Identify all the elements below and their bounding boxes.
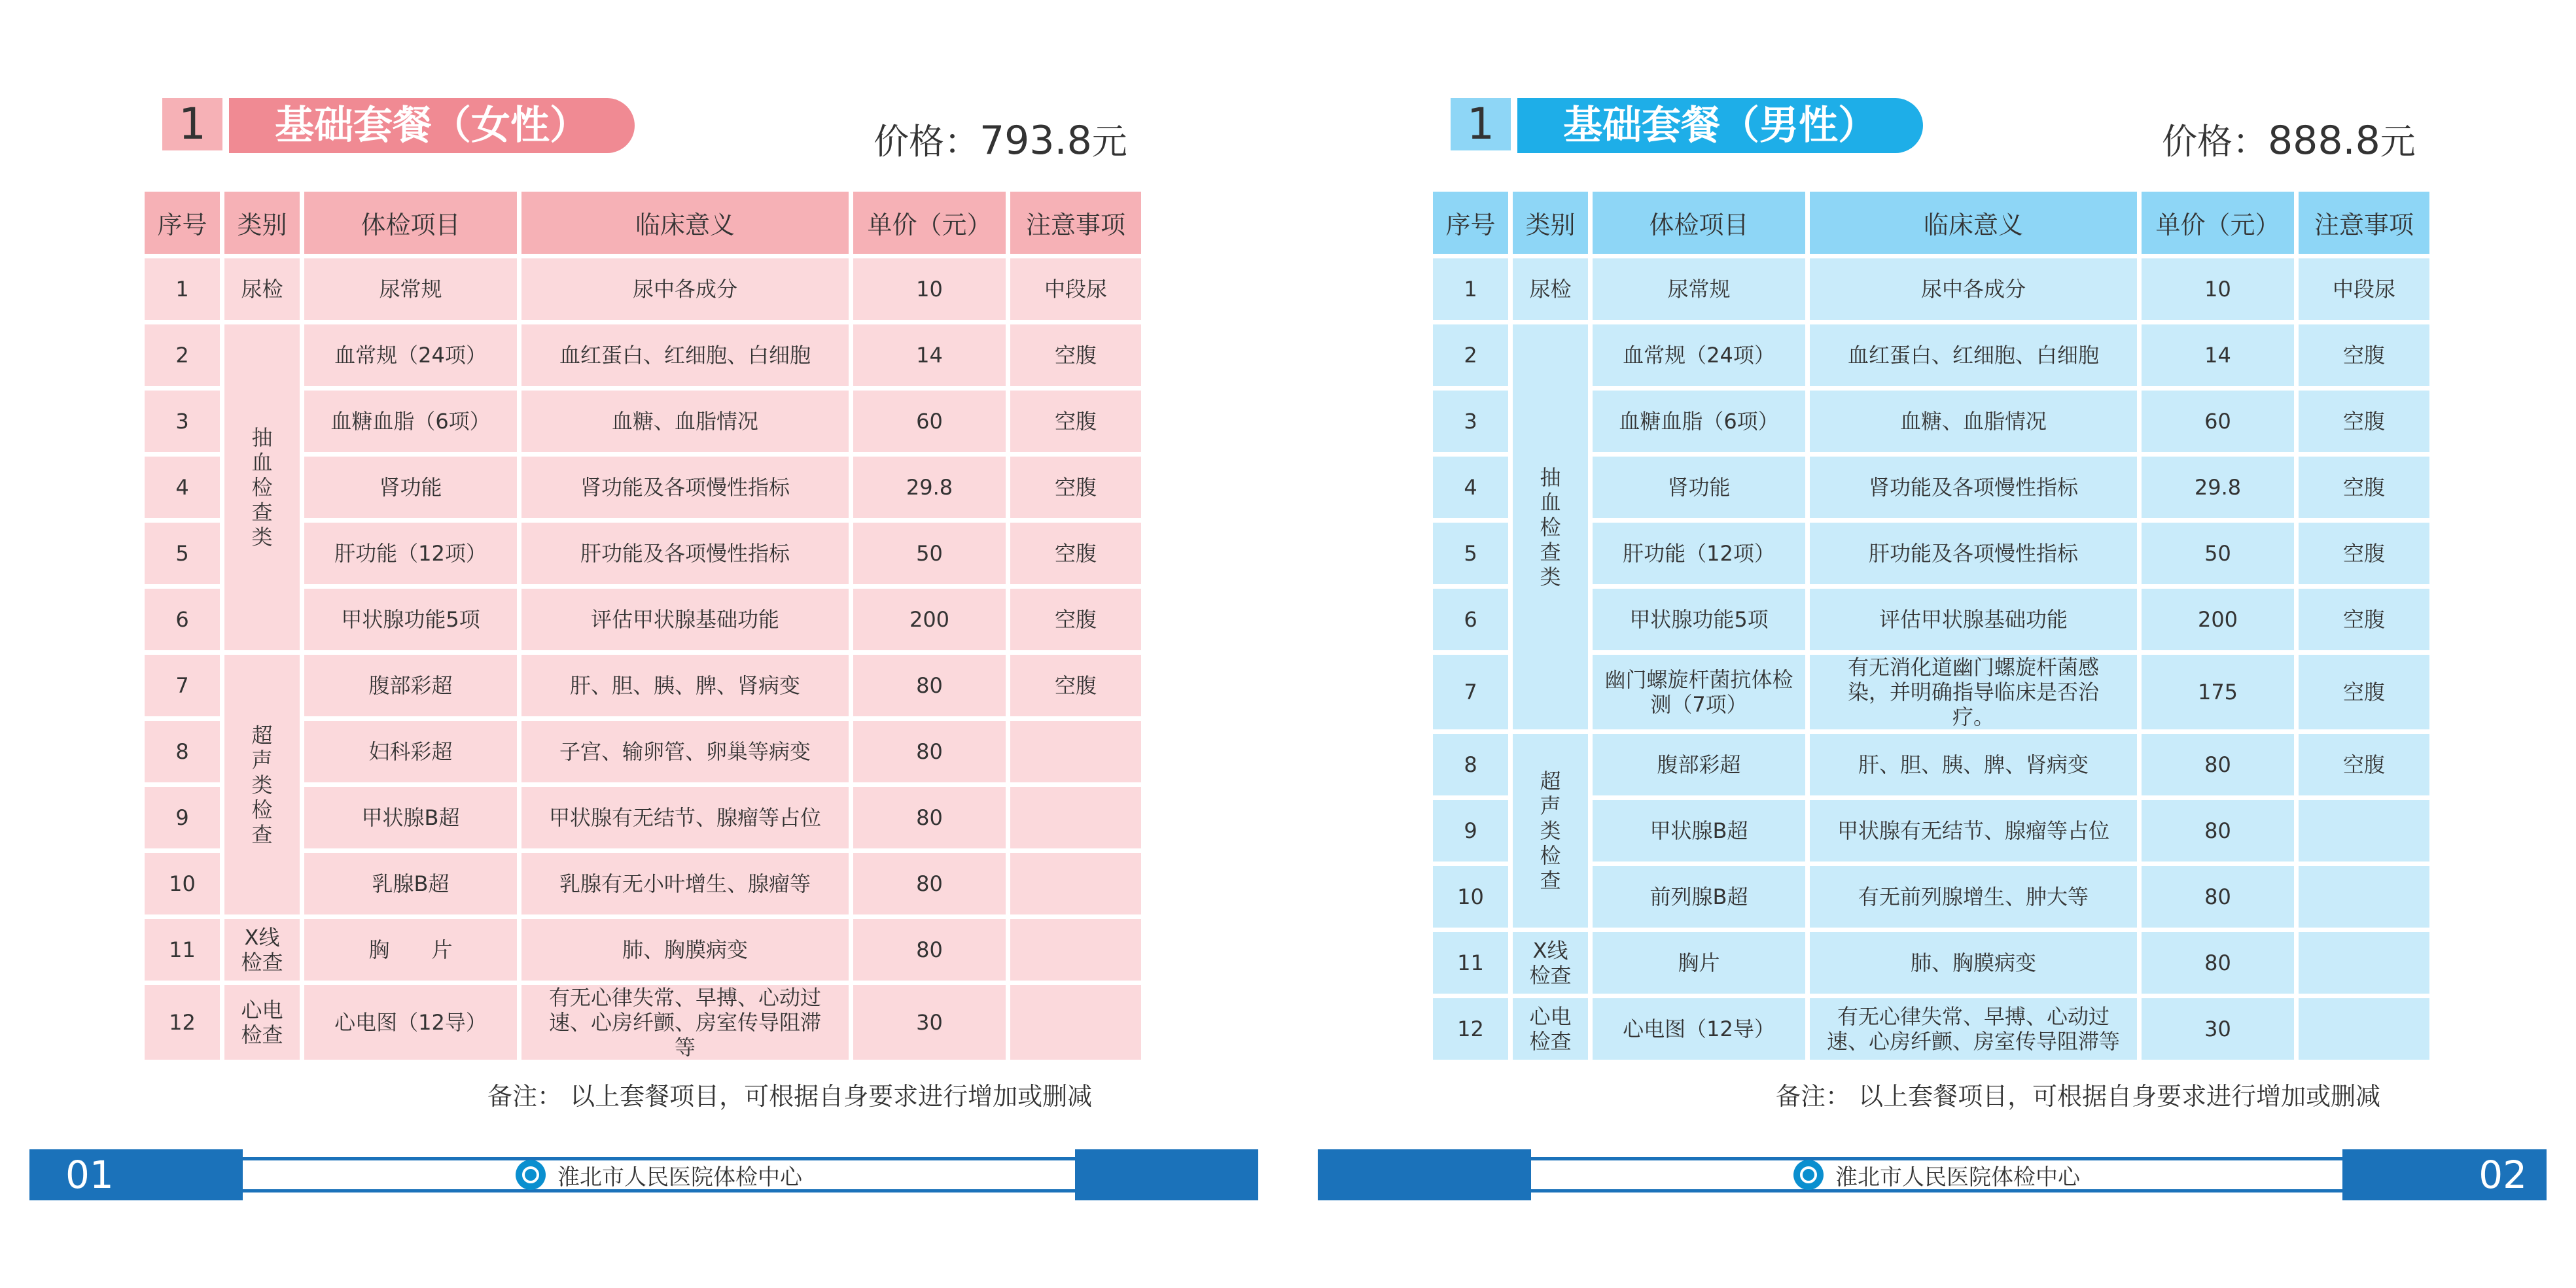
row-meaning: 血红蛋白、红细胞、白细胞 — [1810, 324, 2137, 386]
row-meaning: 甲状腺有无结节、腺瘤等占位 — [521, 787, 849, 848]
header-note: 注意事项 — [1010, 192, 1141, 254]
row-price: 30 — [2142, 998, 2294, 1060]
category-ecg-label: 心电检查 — [1529, 1004, 1572, 1054]
row-note — [2299, 800, 2429, 862]
package-price — [873, 118, 1127, 165]
row-no: 4 — [145, 457, 220, 518]
row-note — [1010, 721, 1141, 782]
table-row — [145, 324, 1141, 386]
row-note: 空腹 — [2299, 324, 2429, 386]
header-item: 体检项目 — [1593, 192, 1805, 254]
row-no: 8 — [145, 721, 220, 782]
row-note — [2299, 932, 2429, 994]
remark: 备注： 以上套餐项目，可根据自身要求进行增加或删减 — [1776, 1082, 2381, 1111]
row-meaning-text: 有无心律失常、早搏、心动过速、心房纤颤、房室传导阻滞等 — [548, 985, 821, 1060]
row-no: 1 — [1433, 258, 1508, 320]
row-item: 尿常规 — [304, 258, 517, 320]
header-category: 类别 — [1513, 192, 1588, 254]
table-row — [145, 919, 1141, 981]
row-meaning: 血糖、血脂情况 — [1810, 391, 2137, 452]
category-ultrasound-label: 超声类检查 — [1540, 769, 1561, 893]
row-meaning: 评估甲状腺基础功能 — [521, 589, 849, 650]
row-meaning: 肝功能及各项慢性指标 — [521, 523, 849, 584]
row-note — [1010, 853, 1141, 914]
row-item: 腹部彩超 — [1593, 734, 1805, 795]
category-xray — [224, 919, 300, 981]
package-table — [140, 187, 1146, 1064]
row-no: 10 — [145, 853, 220, 914]
row-price: 60 — [853, 391, 1006, 452]
row-meaning: 评估甲状腺基础功能 — [1810, 589, 2137, 650]
row-meaning: 子宫、输卵管、卵巢等病变 — [521, 721, 849, 782]
row-note: 空腹 — [1010, 324, 1141, 386]
row-item: 腹部彩超 — [304, 655, 517, 716]
row-price: 80 — [853, 919, 1006, 981]
row-no: 2 — [1433, 324, 1508, 386]
row-meaning: 乳腺有无小叶增生、腺瘤等 — [521, 853, 849, 914]
row-no: 11 — [145, 919, 220, 981]
row-meaning — [1810, 998, 2137, 1060]
row-item: 胸 片 — [304, 919, 517, 981]
row-meaning: 肝、胆、胰、脾、肾病变 — [1810, 734, 2137, 795]
row-note: 空腹 — [2299, 655, 2429, 729]
row-price: 50 — [2142, 523, 2294, 584]
category-ultrasound — [1513, 734, 1588, 928]
table-row — [1433, 258, 2429, 320]
row-no: 12 — [1433, 998, 1508, 1060]
row-item: 甲状腺功能5项 — [1593, 589, 1805, 650]
row-item: 尿常规 — [1593, 258, 1805, 320]
price-unit: 元 — [2380, 121, 2416, 162]
row-item: 妇科彩超 — [304, 721, 517, 782]
table-row — [145, 655, 1141, 716]
header-price: 单价（元） — [2142, 192, 2294, 254]
row-meaning: 尿中各成分 — [521, 258, 849, 320]
category-ecg-label: 心电检查 — [241, 998, 283, 1047]
row-no: 7 — [145, 655, 220, 716]
row-note — [2299, 998, 2429, 1060]
row-note — [1010, 985, 1141, 1060]
row-note — [1010, 787, 1141, 848]
row-price: 29.8 — [2142, 457, 2294, 518]
row-no: 12 — [145, 985, 220, 1060]
table-row — [145, 985, 1141, 1060]
row-item: 前列腺B超 — [1593, 866, 1805, 928]
row-item: 甲状腺B超 — [304, 787, 517, 848]
row-no: 3 — [145, 391, 220, 452]
row-price: 175 — [2142, 655, 2294, 729]
row-item: 甲状腺B超 — [1593, 800, 1805, 862]
category-ultrasound — [224, 655, 300, 914]
row-note: 空腹 — [2299, 589, 2429, 650]
row-price: 80 — [2142, 866, 2294, 928]
row-price: 10 — [853, 258, 1006, 320]
header-meaning: 临床意义 — [1810, 192, 2137, 254]
price-label: 价格： — [2162, 121, 2268, 162]
row-price: 80 — [2142, 734, 2294, 795]
row-meaning-text: 有无消化道幽门螺旋杆菌感染，并明确指导临床是否治疗。 — [1847, 655, 2099, 729]
row-no: 5 — [145, 523, 220, 584]
row-note: 空腹 — [2299, 523, 2429, 584]
row-price: 30 — [853, 985, 1006, 1060]
table-row — [1433, 998, 2429, 1060]
row-item: 血糖血脂（6项） — [304, 391, 517, 452]
header-item: 体检项目 — [304, 192, 517, 254]
row-note: 空腹 — [1010, 655, 1141, 716]
row-no: 4 — [1433, 457, 1508, 518]
table-header-row — [145, 192, 1141, 254]
row-note: 空腹 — [1010, 523, 1141, 584]
category-ecg — [1513, 998, 1588, 1060]
row-no: 6 — [145, 589, 220, 650]
category-blood — [224, 324, 300, 650]
row-no: 9 — [1433, 800, 1508, 862]
row-item: 血糖血脂（6项） — [1593, 391, 1805, 452]
row-price: 50 — [853, 523, 1006, 584]
header-meaning: 临床意义 — [521, 192, 849, 254]
row-no: 6 — [1433, 589, 1508, 650]
row-price: 14 — [853, 324, 1006, 386]
row-item: 肾功能 — [304, 457, 517, 518]
row-note: 空腹 — [2299, 734, 2429, 795]
row-meaning: 血红蛋白、红细胞、白细胞 — [521, 324, 849, 386]
category-blood-label: 抽血检查类 — [251, 425, 273, 549]
footer-center — [243, 1157, 1075, 1192]
row-price: 80 — [853, 787, 1006, 848]
row-item-text: 幽门螺旋杆菌抗体检测（7项） — [1604, 667, 1793, 717]
row-meaning: 肺、胸膜病变 — [1810, 932, 2137, 994]
footer-text: 淮北市人民医院体检中心 — [1835, 1164, 2080, 1191]
header-no: 序号 — [145, 192, 220, 254]
row-item: 乳腺B超 — [304, 853, 517, 914]
header-price: 单价（元） — [853, 192, 1006, 254]
price-unit: 元 — [1091, 121, 1127, 162]
row-item: 肾功能 — [1593, 457, 1805, 518]
footer-text: 淮北市人民医院体检中心 — [557, 1164, 802, 1191]
category-ultrasound-label: 超声类检查 — [251, 722, 273, 847]
footer-bar-left — [1318, 1149, 1531, 1200]
category-blood — [1513, 324, 1588, 729]
row-meaning: 肺、胸膜病变 — [521, 919, 849, 981]
row-note: 中段尿 — [2299, 258, 2429, 320]
hospital-logo-icon — [516, 1160, 546, 1190]
package-number: 1 — [1451, 98, 1511, 150]
row-item: 心电图（12导） — [1593, 998, 1805, 1060]
row-item: 血常规（24项） — [1593, 324, 1805, 386]
row-item: 肝功能（12项） — [304, 523, 517, 584]
row-meaning: 甲状腺有无结节、腺瘤等占位 — [1810, 800, 2137, 862]
row-meaning — [521, 985, 849, 1060]
header-note: 注意事项 — [2299, 192, 2429, 254]
row-price: 80 — [853, 853, 1006, 914]
row-no: 11 — [1433, 932, 1508, 994]
row-price: 80 — [853, 655, 1006, 716]
row-price: 80 — [2142, 800, 2294, 862]
row-price: 29.8 — [853, 457, 1006, 518]
table-header-row — [1433, 192, 2429, 254]
hospital-logo-icon — [1793, 1160, 1824, 1190]
row-meaning: 肝、胆、胰、脾、肾病变 — [521, 655, 849, 716]
price-value: 793.8 — [979, 118, 1092, 164]
row-meaning: 肝功能及各项慢性指标 — [1810, 523, 2137, 584]
row-note: 空腹 — [2299, 391, 2429, 452]
row-price: 60 — [2142, 391, 2294, 452]
row-note — [1010, 919, 1141, 981]
footer — [1318, 1149, 2547, 1200]
footer-center — [1531, 1157, 2342, 1192]
package-title: 基础套餐（男性） — [1517, 98, 1923, 153]
row-note: 中段尿 — [1010, 258, 1141, 320]
row-price: 200 — [2142, 589, 2294, 650]
table-row — [1433, 932, 2429, 994]
row-note: 空腹 — [1010, 391, 1141, 452]
row-meaning-text: 有无心律失常、早搏、心动过速、心房纤颤、房室传导阻滞等 — [1826, 1004, 2120, 1054]
row-item: 胸片 — [1593, 932, 1805, 994]
page-number: 02 — [2342, 1149, 2547, 1200]
row-price: 80 — [2142, 932, 2294, 994]
price-label: 价格： — [873, 121, 979, 162]
row-no: 1 — [145, 258, 220, 320]
row-no: 5 — [1433, 523, 1508, 584]
row-item: 肝功能（12项） — [1593, 523, 1805, 584]
category-ecg — [224, 985, 300, 1060]
price-value: 888.8 — [2268, 118, 2380, 164]
row-item: 心电图（12导） — [304, 985, 517, 1060]
table-row — [1433, 734, 2429, 795]
row-meaning: 肾功能及各项慢性指标 — [1810, 457, 2137, 518]
row-no: 7 — [1433, 655, 1508, 729]
row-item: 甲状腺功能5项 — [304, 589, 517, 650]
row-meaning: 有无前列腺增生、肿大等 — [1810, 866, 2137, 928]
row-item: 血常规（24项） — [304, 324, 517, 386]
row-price: 10 — [2142, 258, 2294, 320]
page-number: 01 — [29, 1149, 243, 1200]
category-urine: 尿检 — [224, 258, 300, 320]
header-no: 序号 — [1433, 192, 1508, 254]
row-note: 空腹 — [2299, 457, 2429, 518]
remark: 备注： 以上套餐项目，可根据自身要求进行增加或删减 — [487, 1082, 1093, 1111]
table-row — [1433, 324, 2429, 386]
row-meaning — [1810, 655, 2137, 729]
row-no: 8 — [1433, 734, 1508, 795]
package-number: 1 — [162, 98, 222, 150]
row-no: 9 — [145, 787, 220, 848]
table-row — [145, 258, 1141, 320]
row-note: 空腹 — [1010, 457, 1141, 518]
row-no: 10 — [1433, 866, 1508, 928]
row-item — [1593, 655, 1805, 729]
package-table — [1428, 187, 2434, 1064]
category-xray-label: X线检查 — [241, 925, 283, 975]
category-urine: 尿检 — [1513, 258, 1588, 320]
row-no: 2 — [145, 324, 220, 386]
row-note: 空腹 — [1010, 589, 1141, 650]
row-no: 3 — [1433, 391, 1508, 452]
category-xray — [1513, 932, 1588, 994]
row-note — [2299, 866, 2429, 928]
package-title: 基础套餐（女性） — [229, 98, 635, 153]
row-price: 200 — [853, 589, 1006, 650]
header-category: 类别 — [224, 192, 300, 254]
category-xray-label: X线检查 — [1529, 938, 1572, 988]
category-blood-label: 抽血检查类 — [1540, 464, 1561, 589]
row-price: 14 — [2142, 324, 2294, 386]
row-meaning: 肾功能及各项慢性指标 — [521, 457, 849, 518]
row-meaning: 血糖、血脂情况 — [521, 391, 849, 452]
footer-bar-right — [1075, 1149, 1258, 1200]
page-male — [1288, 0, 2576, 1288]
footer — [29, 1149, 1258, 1200]
row-price: 80 — [853, 721, 1006, 782]
package-price — [2162, 118, 2416, 165]
row-meaning: 尿中各成分 — [1810, 258, 2137, 320]
